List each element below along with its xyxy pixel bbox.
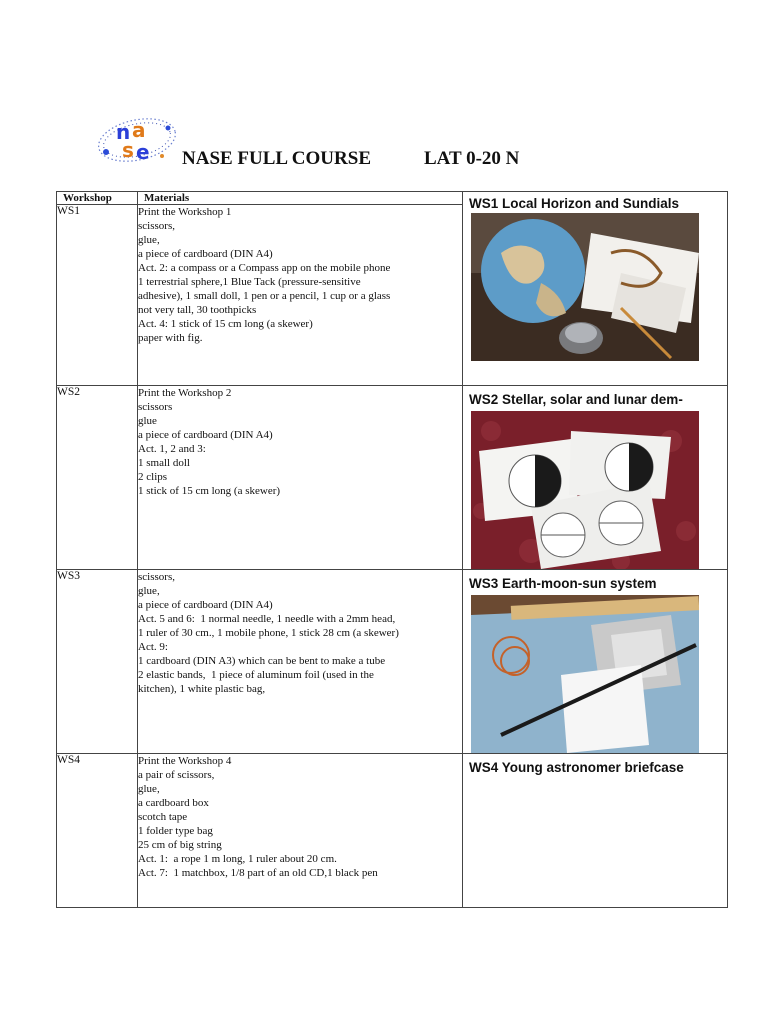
material-line: glue, — [138, 783, 160, 795]
material-line: 1 ruler of 30 cm., 1 mobile phone, 1 stick 28 cm (a skewer) — [138, 627, 399, 639]
material-line: not very tall, 30 toothpicks — [138, 304, 257, 316]
material-line: Print the Workshop 2 — [138, 387, 232, 399]
material-line: Print the Workshop 4 — [138, 755, 232, 767]
material-line: Act. 1, 2 and 3: — [138, 443, 206, 455]
ws1-title: WS1 Local Horizon and Sundials — [469, 196, 680, 211]
material-line: 25 cm of big string — [138, 839, 222, 851]
material-line: 2 elastic bands, 1 piece of aluminum foil (used in the — [138, 669, 374, 681]
ws2-title: WS2 Stellar, solar and lunar dem- — [469, 392, 683, 407]
materials-table — [56, 191, 728, 908]
latitude-label: LAT 0-20 N — [424, 148, 520, 169]
material-line: 2 clips — [138, 471, 168, 483]
material-line: a cardboard box — [138, 797, 209, 809]
material-line: a piece of cardboard (DIN A4) — [138, 599, 273, 611]
material-line: glue, — [138, 234, 160, 246]
table-row — [57, 754, 728, 908]
svg-text:e: e — [136, 140, 150, 164]
material-line: Act. 4: 1 stick of 15 cm long (a skewer) — [138, 318, 313, 330]
ws2-photo-planispheres — [471, 411, 699, 569]
ws4-title: WS4 Young astronomer briefcase — [469, 760, 684, 775]
ws1-photo-globe-sundial — [471, 213, 699, 361]
ws3-title: WS3 Earth-moon-sun system — [469, 576, 657, 591]
material-line: Act. 2: a compass or a Compass app on the mobile phone — [138, 262, 391, 274]
table-row — [57, 386, 728, 570]
nase-logo — [96, 112, 178, 168]
workshop-id: WS2 — [57, 386, 138, 570]
materials-list — [138, 205, 463, 386]
materials-list — [138, 386, 463, 570]
material-line: scissors, — [138, 571, 175, 583]
ws2-photo-cell — [463, 386, 728, 570]
ws3-photo-cell — [463, 570, 728, 754]
table-header-row — [57, 192, 728, 205]
material-line: 1 stick of 15 cm long (a skewer) — [138, 485, 281, 497]
material-line: a piece of cardboard (DIN A4) — [138, 429, 273, 441]
materials-column-header: Materials — [138, 192, 463, 205]
svg-text:a: a — [132, 118, 146, 142]
workshop-id: WS3 — [57, 570, 138, 754]
material-line: kitchen), 1 white plastic bag, — [138, 683, 266, 695]
ws3-photo-materials — [471, 595, 699, 753]
material-line: 1 folder type bag — [138, 825, 213, 837]
workshop-id: WS4 — [57, 754, 138, 908]
material-line: 1 cardboard (DIN A3) which can be bent to make a tube — [138, 655, 386, 667]
materials-list — [138, 570, 463, 754]
material-line: Act. 1: a rope 1 m long, 1 ruler about 20 cm. — [138, 853, 337, 865]
workshop-id: WS1 — [57, 205, 138, 386]
material-line: 1 terrestrial sphere,1 Blue Tack (pressure-sensitive — [138, 276, 361, 288]
material-line: scotch tape — [138, 811, 188, 823]
ws4-photo-cell — [463, 754, 728, 908]
material-line: Print the Workshop 1 — [138, 206, 232, 218]
svg-text:s: s — [122, 138, 134, 162]
page-title: NASE FULL COURSE — [182, 148, 371, 169]
material-line: a piece of cardboard (DIN A4) — [138, 248, 273, 260]
ws1-photo-cell — [463, 192, 728, 386]
page-header — [182, 148, 520, 170]
material-line: glue — [138, 415, 157, 427]
material-line: Act. 7: 1 matchbox, 1/8 part of an old CD,1 black pen — [138, 867, 378, 879]
material-line: paper with fig. — [138, 332, 203, 344]
material-line: scissors, — [138, 220, 175, 232]
material-line: scissors — [138, 401, 173, 413]
material-line: 1 small doll — [138, 457, 190, 469]
material-line: Act. 5 and 6: 1 normal needle, 1 needle with a 2mm head, — [138, 613, 396, 625]
material-line: a pair of scissors, — [138, 769, 215, 781]
material-line: Act. 9: — [138, 641, 168, 653]
materials-list — [138, 754, 463, 908]
table-row — [57, 570, 728, 754]
workshop-column-header: Workshop — [57, 192, 138, 205]
material-line: adhesive), 1 small doll, 1 pen or a pencil, 1 cup or a glass — [138, 290, 391, 302]
svg-text:n: n — [116, 120, 131, 144]
material-line: glue, — [138, 585, 160, 597]
